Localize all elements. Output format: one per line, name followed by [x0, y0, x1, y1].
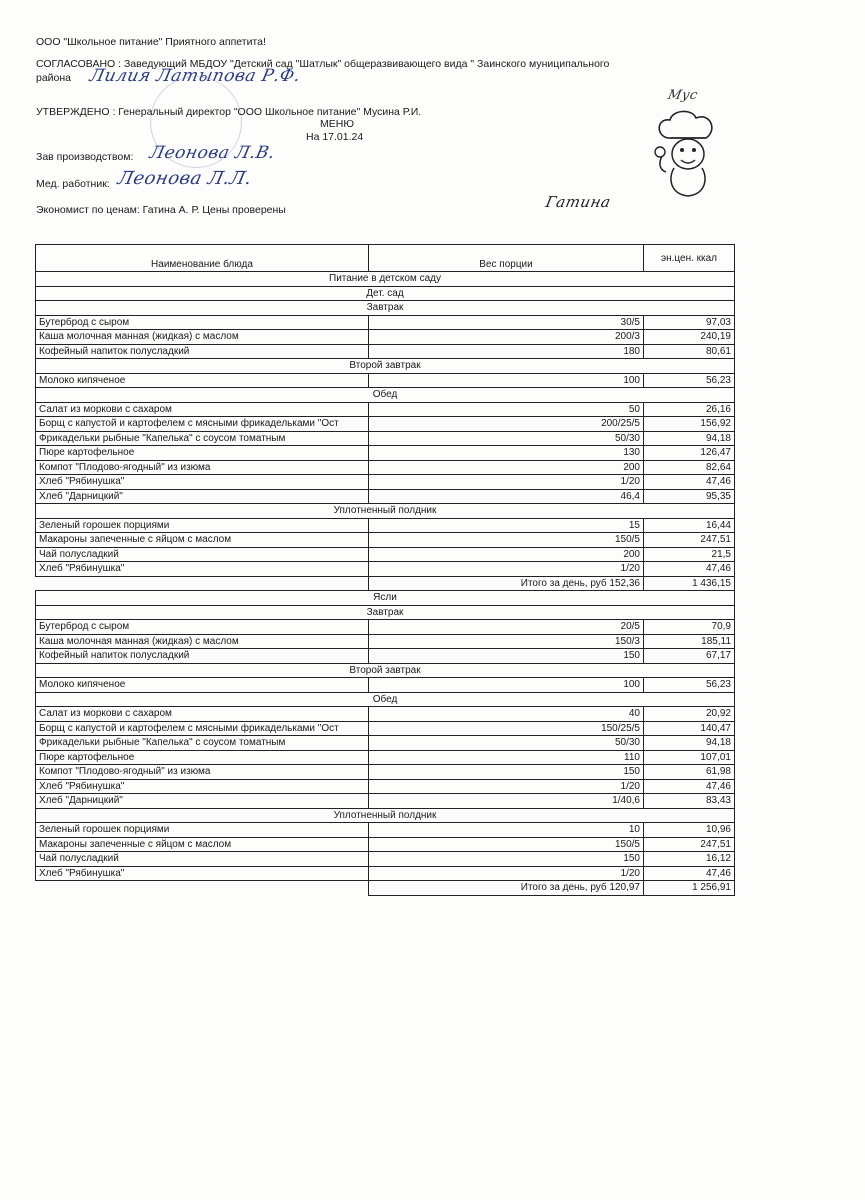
portion-weight: 1/40,6 — [369, 794, 644, 809]
dish-name: Молоко кипяченое — [36, 373, 369, 388]
energy-value: 67,17 — [644, 649, 735, 664]
day-total-label: Итого за день, руб 152,36 — [369, 576, 644, 591]
energy-value: 247,51 — [644, 533, 735, 548]
dish-name: Салат из моркови с сахаром — [36, 402, 369, 417]
portion-weight: 1/20 — [369, 866, 644, 881]
table-row — [36, 373, 735, 388]
economist-line: Экономист по ценам: Гатина А. Р. Цены проверены — [36, 204, 286, 216]
portion-weight: 150/5 — [369, 533, 644, 548]
dish-name: Пюре картофельное — [36, 750, 369, 765]
agreed-line: СОГЛАСОВАНО : Заведующий МБДОУ "Детский сад "Шатлык" общеразвивающего вида " Заинского муниципального — [36, 58, 610, 70]
energy-value: 107,01 — [644, 750, 735, 765]
section-row — [36, 663, 735, 678]
section-row — [36, 272, 735, 287]
portion-weight: 1/20 — [369, 779, 644, 794]
table-row — [36, 852, 735, 867]
section-row — [36, 692, 735, 707]
dish-name: Зеленый горошек порциями — [36, 823, 369, 838]
table-header-row — [36, 245, 735, 272]
energy-value: 47,46 — [644, 779, 735, 794]
dish-name: Борщ с капустой и картофелем с мясными фрикадельками "Ост — [36, 721, 369, 736]
table-row — [36, 417, 735, 432]
table-row — [36, 678, 735, 693]
table-row — [36, 765, 735, 780]
table-row — [36, 562, 735, 577]
portion-weight: 15 — [369, 518, 644, 533]
portion-weight: 200/25/5 — [369, 417, 644, 432]
energy-value: 26,16 — [644, 402, 735, 417]
table-row — [36, 315, 735, 330]
table-row — [36, 547, 735, 562]
portion-weight: 150 — [369, 852, 644, 867]
dish-name: Бутерброд с сыром — [36, 315, 369, 330]
dish-name: Хлеб "Рябинушка" — [36, 779, 369, 794]
portion-weight: 150/3 — [369, 634, 644, 649]
section-row — [36, 808, 735, 823]
energy-value: 47,46 — [644, 866, 735, 881]
portion-weight: 50/30 — [369, 736, 644, 751]
dish-name: Хлеб "Рябинушка" — [36, 866, 369, 881]
table-row — [36, 489, 735, 504]
energy-value: 97,03 — [644, 315, 735, 330]
table-row — [36, 460, 735, 475]
portion-weight: 100 — [369, 373, 644, 388]
table-row — [36, 518, 735, 533]
energy-value: 56,23 — [644, 678, 735, 693]
portion-weight: 10 — [369, 823, 644, 838]
menu-date: На 17.01.24 — [306, 131, 364, 143]
table-row — [36, 736, 735, 751]
table-row — [36, 344, 735, 359]
portion-weight: 110 — [369, 750, 644, 765]
portion-weight: 1/20 — [369, 475, 644, 490]
energy-value: 10,96 — [644, 823, 735, 838]
company-line: ООО "Школьное питание" Приятного аппетита! — [36, 36, 266, 48]
table-row — [36, 707, 735, 722]
energy-value: 16,12 — [644, 852, 735, 867]
column-header-weight: Вес порции — [369, 245, 644, 272]
table-row — [36, 837, 735, 852]
day-total-energy: 1 256,91 — [644, 881, 735, 896]
section-row — [36, 388, 735, 403]
energy-value: 247,51 — [644, 837, 735, 852]
dish-name: Зеленый горошек порциями — [36, 518, 369, 533]
section-title: Второй завтрак — [36, 359, 735, 374]
energy-value: 95,35 — [644, 489, 735, 504]
table-row — [36, 794, 735, 809]
portion-weight: 20/5 — [369, 620, 644, 635]
dish-name: Каша молочная манная (жидкая) с маслом — [36, 634, 369, 649]
table-row — [36, 866, 735, 881]
portion-weight: 50 — [369, 402, 644, 417]
table-row — [36, 446, 735, 461]
table-row — [36, 533, 735, 548]
chef-icon — [648, 108, 728, 203]
menu-table — [35, 244, 735, 896]
approved-line: УТВЕРЖДЕНО : Генеральный директор "ООО Школьное питание" Мусина Р.И. — [36, 106, 422, 118]
portion-weight: 150/5 — [369, 837, 644, 852]
table-row — [36, 330, 735, 345]
dish-name: Каша молочная манная (жидкая) с маслом — [36, 330, 369, 345]
dish-name: Чай полусладкий — [36, 547, 369, 562]
prod-head-label: Зав производством: — [36, 151, 134, 163]
dish-name — [36, 576, 369, 591]
dish-name: Хлеб "Рябинушка" — [36, 562, 369, 577]
energy-value: 140,47 — [644, 721, 735, 736]
section-title: Ясли — [36, 591, 735, 606]
portion-weight: 50/30 — [369, 431, 644, 446]
med-label: Мед. работник: — [36, 178, 110, 190]
section-title: Завтрак — [36, 301, 735, 316]
menu-title: МЕНЮ — [320, 118, 354, 130]
total-row — [36, 576, 735, 591]
section-row — [36, 286, 735, 301]
dish-name: Кофейный напиток полусладкий — [36, 649, 369, 664]
energy-value: 156,92 — [644, 417, 735, 432]
dish-name: Макароны запеченные с яйцом с маслом — [36, 533, 369, 548]
energy-value: 47,46 — [644, 562, 735, 577]
portion-weight: 200 — [369, 460, 644, 475]
portion-weight: 1/20 — [369, 562, 644, 577]
dish-name: Кофейный напиток полусладкий — [36, 344, 369, 359]
energy-value: 47,46 — [644, 475, 735, 490]
table-row — [36, 475, 735, 490]
section-title: Второй завтрак — [36, 663, 735, 678]
dish-name: Компот "Плодово-ягодный" из изюма — [36, 460, 369, 475]
section-title: Дет. сад — [36, 286, 735, 301]
table-row — [36, 779, 735, 794]
portion-weight: 130 — [369, 446, 644, 461]
dish-name: Фрикадельки рыбные "Капелька" с соусом томатным — [36, 736, 369, 751]
energy-value: 16,44 — [644, 518, 735, 533]
portion-weight: 150 — [369, 765, 644, 780]
table-row — [36, 750, 735, 765]
dish-name: Фрикадельки рыбные "Капелька" с соусом томатным — [36, 431, 369, 446]
table-row — [36, 634, 735, 649]
dish-name: Макароны запеченные с яйцом с маслом — [36, 837, 369, 852]
energy-value: 82,64 — [644, 460, 735, 475]
section-title: Уплотненный полдник — [36, 504, 735, 519]
dish-name — [36, 881, 369, 896]
day-total-energy: 1 436,15 — [644, 576, 735, 591]
energy-value: 94,18 — [644, 736, 735, 751]
section-row — [36, 301, 735, 316]
energy-value: 20,92 — [644, 707, 735, 722]
energy-value: 56,23 — [644, 373, 735, 388]
portion-weight: 30/5 — [369, 315, 644, 330]
table-row — [36, 620, 735, 635]
table-row — [36, 823, 735, 838]
dish-name: Бутерброд с сыром — [36, 620, 369, 635]
dish-name: Хлеб "Рябинушка" — [36, 475, 369, 490]
energy-value: 126,47 — [644, 446, 735, 461]
section-title: Завтрак — [36, 605, 735, 620]
dish-name: Хлеб "Дарницкий" — [36, 794, 369, 809]
portion-weight: 100 — [369, 678, 644, 693]
table-row — [36, 649, 735, 664]
energy-value: 94,18 — [644, 431, 735, 446]
portion-weight: 180 — [369, 344, 644, 359]
portion-weight: 200/3 — [369, 330, 644, 345]
energy-value: 61,98 — [644, 765, 735, 780]
section-title: Обед — [36, 388, 735, 403]
column-header-name: Наименование блюда — [36, 245, 369, 272]
portion-weight: 46,4 — [369, 489, 644, 504]
dish-name: Компот "Плодово-ягодный" из изюма — [36, 765, 369, 780]
table-row — [36, 431, 735, 446]
dish-name: Салат из моркови с сахаром — [36, 707, 369, 722]
approved-signature: Мус — [666, 88, 700, 103]
dish-name: Чай полусладкий — [36, 852, 369, 867]
energy-value: 80,61 — [644, 344, 735, 359]
dish-name: Хлеб "Дарницкий" — [36, 489, 369, 504]
portion-weight: 200 — [369, 547, 644, 562]
med-signature: Леонова Л.Л. — [115, 168, 254, 189]
energy-value: 240,19 — [644, 330, 735, 345]
day-total-label: Итого за день, руб 120,97 — [369, 881, 644, 896]
section-row — [36, 359, 735, 374]
section-row — [36, 504, 735, 519]
energy-value: 21,5 — [644, 547, 735, 562]
portion-weight: 150 — [369, 649, 644, 664]
economist-signature: Гатина — [544, 193, 613, 211]
section-title: Обед — [36, 692, 735, 707]
agreed-signature: Лилия Латыпова Р.Ф. — [87, 66, 303, 86]
dish-name: Молоко кипяченое — [36, 678, 369, 693]
table-row — [36, 721, 735, 736]
portion-weight: 40 — [369, 707, 644, 722]
prod-head-signature: Леонова Л.В. — [147, 143, 277, 163]
dish-name: Пюре картофельное — [36, 446, 369, 461]
energy-value: 185,11 — [644, 634, 735, 649]
table-row — [36, 402, 735, 417]
agreed-line-cont: района — [36, 72, 72, 84]
section-title: Питание в детском саду — [36, 272, 735, 287]
portion-weight: 150/25/5 — [369, 721, 644, 736]
total-row — [36, 881, 735, 896]
dish-name: Борщ с капустой и картофелем с мясными фрикадельками "Ост — [36, 417, 369, 432]
energy-value: 70,9 — [644, 620, 735, 635]
section-row — [36, 591, 735, 606]
energy-value: 83,43 — [644, 794, 735, 809]
section-title: Уплотненный полдник — [36, 808, 735, 823]
column-header-energy: эн.цен. ккал — [644, 245, 735, 272]
section-row — [36, 605, 735, 620]
